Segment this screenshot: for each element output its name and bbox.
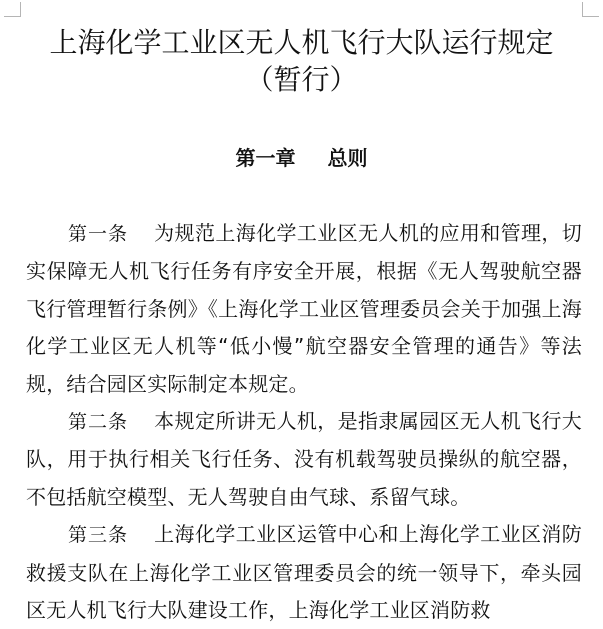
document-title [0,24,603,98]
page-corner-mark-top-left [4,2,21,17]
page-corner-mark-top-right [582,2,599,17]
article-2 [26,403,582,516]
chapter-number: 第一章 [235,146,296,170]
article-3-text: 上海化学工业区运管中心和上海化学工业区消防救援支队在上海化学工业区管理委员会的统一领导下，牵头园区无人机飞行大队建设工作，上海化学工业区消防救 [26,522,582,623]
article-1-number: 第一条 [68,223,129,245]
document-title-line-2: （暂行） [245,63,358,96]
article-2-number: 第二条 [68,411,129,434]
article-1 [26,215,582,403]
article-3-number: 第三条 [68,524,129,547]
article-2-text: 本规定所讲无人机，是指隶属园区无人机飞行大队，用于执行相关飞行任务、没有机载驾驶员操纵的航空器，不包括航空模型、无人驾驶自由气球、系留气球。 [26,409,582,509]
chapter-heading [0,143,603,173]
article-1-text: 为规范上海化学工业区无人机的应用和管理，切实保障无人机飞行任务有序安全开展，根据《无人驾驶航空器飞行管理暂行条例》《上海化学工业区管理委员会关于加强上海化学工业区无人机等“低小慢”航空器安全管理的通告》等法规，结合园区实际制定本规定。 [26,221,582,396]
document-title-line-1: 上海化学工业区无人机飞行大队运行规定 [49,26,554,59]
chapter-name: 总则 [327,146,368,170]
document-body [26,215,582,629]
article-3 [26,516,582,629]
